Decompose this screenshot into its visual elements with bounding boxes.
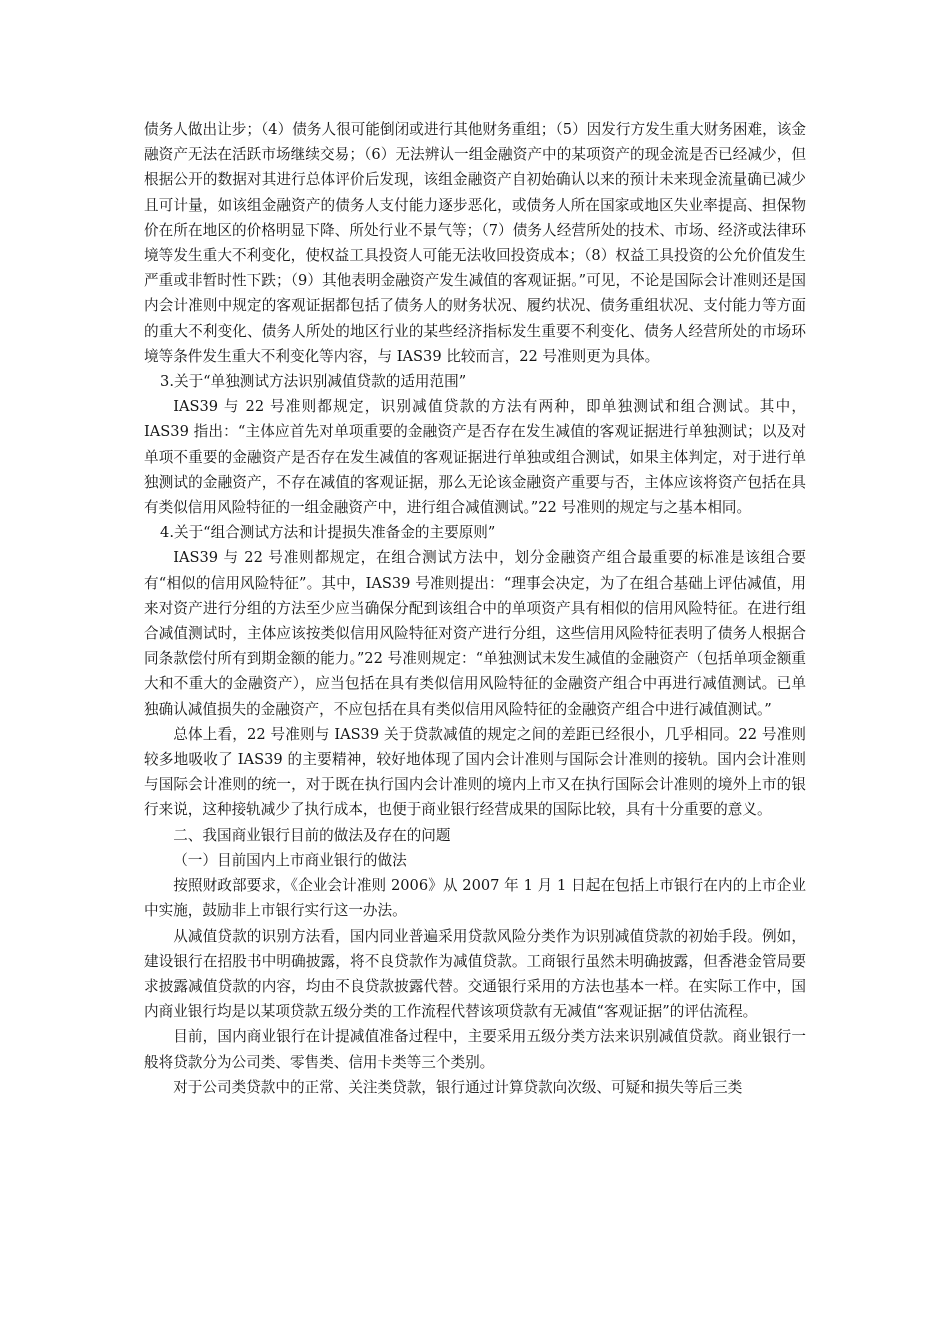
section-heading-3: 3.关于“单独测试方法识别减值贷款的适用范围” [160, 373, 467, 391]
subsection-heading-1: （一）目前国内上市商业银行的做法 [173, 851, 407, 869]
paragraph-identification-method: 从减值贷款的识别方法看，国内同业普遍采用贷款风险分类作为识别减值贷款的初始手段。例如，建设银行在招股书中明确披露，将不良贷款作为减值贷款。工商银行虽然未明确披露，但香港金管局要求披露减值贷款的内容，均由不良贷款披露代替。交通银行采用的方法也基本一样。在实际工作中，国内商业银行均是以某项贷款五级分类的工作流程代替该项贷款有无减值“客观证据”的评估流程。 [144, 927, 806, 1021]
document-page [144, 117, 806, 1100]
paragraph-collective-test: IAS39 与 22 号准则都规定，在组合测试方法中，划分金融资产组合最重要的标准是该组合要有“相似的信用风险特征”。其中，IAS39 号准则提出：“理事会决定，为了在组合基础上评估减值，用来对资产进行分组的方法至少应当确保分配到该组合中的单项资产具有相似的信用风险特征。在进行组合减值测试时，主体应该按类似信用风险特征对资产进行分组，这些信用风险特征表明了债务人根据合同条款偿付所有到期金额的能力。”22 号准则规定：“单独测试未发生减值的金融资产（包括单项金额重大和不重大的金融资产），应当包括在具有类似信用风险特征的金融资产组合中再进行减值测试。已单独确认减值损失的金融资产，不应包括在具有类似信用风险特征的金融资产组合中进行减值测试。” [144, 549, 806, 718]
paragraph-overall-comparison: 总体上看，22 号准则与 IAS39 关于贷款减值的规定之间的差距已经很小，几乎相同。22 号准则较多地吸收了 IAS39 的主要精神，较好地体现了国内会计准则与国际会计准则的接轨。国内会计准则与国际会计准则的统一，对于既在执行国内会计准则的境内上市又在执行国际会计准则的境外上市的银行来说，这种接轨减少了执行成本，也便于商业银行经营成果的国际比较，具有十分重要的意义。 [144, 725, 806, 819]
paragraph-corporate-loans: 对于公司类贷款中的正常、关注类贷款，银行通过计算贷款向次级、可疑和损失等后三类 [173, 1078, 743, 1096]
paragraph-current-practice: 目前，国内商业银行在计提减值准备过程中，主要采用五级分类方法来识别减值贷款。商业银行一般将贷款分为公司类、零售类、信用卡类等三个类别。 [144, 1028, 806, 1071]
section-heading-part-2: 二、我国商业银行目前的做法及存在的问题 [173, 826, 451, 844]
paragraph-objective-evidence-continued: 债务人做出让步；（4）债务人很可能倒闭或进行其他财务重组；（5）因发行方发生重大财务困难，该金融资产无法在活跃市场继续交易；（6）无法辨认一组金融资产中的某项资产的现金流是否已经减少，但根据公开的数据对其进行总体评价后发现，该组金融资产自初始确认以来的预计未来现金流量确已减少且可计量，如该组金融资产的债务人支付能力逐步恶化，或债务人所在国家或地区失业率提高、担保物价在所在地区的价格明显下降、所处行业不景气等；（7）债务人经营所处的技术、市场、经济或法律环境等发生重大不利变化，使权益工具投资人可能无法收回投资成本；（8）权益工具投资的公允价值发生严重或非暂时性下跌；（9）其他表明金融资产发生减值的客观证据。”可见，不论是国际会计准则还是国内会计准则中规定的客观证据都包括了债务人的财务状况、履约状况、债务重组状况、支付能力等方面的重大不利变化、债务人所处的地区行业的某些经济指标发生重要不利变化、债务人经营所处的市场环境等条件发生重大不利变化等内容，与 IAS39 比较而言，22 号准则更为具体。 [144, 121, 806, 365]
paragraph-implementation: 按照财政部要求，《企业会计准则 2006》从 2007 年 1 月 1 日起在包括上市银行在内的上市企业中实施，鼓励非上市银行实行这一办法。 [144, 877, 806, 920]
section-heading-4: 4.关于“组合测试方法和计提损失准备金的主要原则” [160, 524, 496, 542]
paragraph-individual-test: IAS39 与 22 号准则都规定，识别减值贷款的方法有两种，即单独测试和组合测试。其中，IAS39 指出：“主体应首先对单项重要的金融资产是否存在发生减值的客观证据进行单独测试；以及对单项不重要的金融资产是否存在发生减值的客观证据进行单独或组合测试，如果主体判定，对于进行单独测试的金融资产，不存在减值的客观证据，那么无论该金融资产重要与否，主体应该将资产包括在具有类似信用风险特征的一组金融资产中，进行组合减值测试。”22 号准则的规定与之基本相同。 [144, 398, 806, 517]
